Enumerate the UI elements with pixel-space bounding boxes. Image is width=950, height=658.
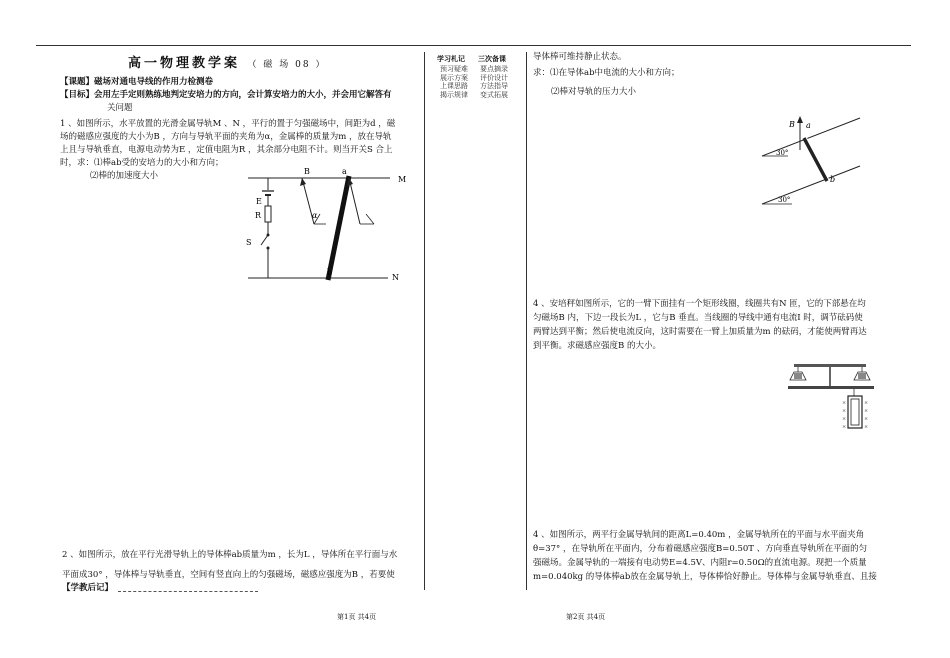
q1-line-2: 场的磁感应强度的大小为B ，方向与导轨平面的夹角为α，金属棒的质量为m ，放在导轨 bbox=[60, 132, 392, 142]
fig2-angle-top: 30° bbox=[776, 149, 789, 157]
fig2-label-a: a bbox=[806, 121, 811, 130]
svg-text:×: × bbox=[864, 408, 869, 414]
fig1-label-E: E bbox=[256, 197, 262, 206]
q2-line-1: 2 、如图所示，放在平行光滑导轨上的导体棒ab质量为m ，长为L ，导体所在平行面与水 bbox=[62, 550, 398, 560]
q1-line-3: 上且与导轨垂直，电源电动势为E ，定值电阻为R ，其余部分电阻不计。则当开关S 合上 bbox=[60, 145, 393, 155]
goal-line-1: 【目标】会用左手定则熟练地判定安培力的方向，会计算安培力的大小，并会用它解答有 bbox=[60, 90, 392, 100]
metal-rod bbox=[328, 176, 349, 280]
sidebar-item: 变式拓展 bbox=[480, 90, 508, 99]
svg-text:×: × bbox=[864, 424, 869, 430]
sidebar-item: 要点摘录 bbox=[480, 65, 508, 73]
fig1-label-alpha: α bbox=[312, 211, 318, 220]
incline-rod bbox=[804, 138, 827, 181]
svg-text:×: × bbox=[864, 416, 869, 422]
fig2-label-b: b bbox=[830, 175, 836, 184]
sidebar-item: 上课思路 bbox=[440, 82, 468, 90]
fig1-label-N: N bbox=[392, 273, 399, 282]
sidebar-item: 评价设计 bbox=[480, 73, 508, 82]
q4-line-3: 强磁场。金属导轨的一端接有电动势E=4.5V、内阻r=0.50Ω的直流电源。现把一个质量 bbox=[533, 558, 867, 568]
fig1-label-a: a bbox=[342, 167, 347, 176]
postscript-label: 【学教后记】 bbox=[62, 583, 114, 593]
fig1-label-S: S bbox=[246, 238, 252, 247]
svg-text:×: × bbox=[864, 400, 869, 406]
sidebar-item: 展示方案 bbox=[440, 73, 468, 82]
title-subtitle: （ 磁 场 08 ） bbox=[247, 60, 327, 70]
top-rule bbox=[36, 45, 911, 46]
switch-icon bbox=[261, 235, 268, 245]
svg-text:×: × bbox=[842, 400, 847, 406]
figure-rails-circuit bbox=[240, 162, 420, 287]
topic-line: 【课题】磁场对通电导线的作用力检测卷 bbox=[60, 77, 214, 87]
q4-line-2: θ=37° ，在导轨所在平面内，分布着磁感应强度B=0.50T 、方向垂直导轨所在平面的匀 bbox=[533, 544, 868, 554]
balance-beam bbox=[794, 364, 866, 367]
svg-text:×: × bbox=[842, 416, 847, 422]
q3-line-1: 4 、安培秤如图所示，它的一臂下面挂有一个矩形线圈，线圈共有N 匝，它的下部悬在均 bbox=[533, 299, 866, 309]
q1-line-5: ⑵棒的加速度大小 bbox=[90, 171, 159, 181]
figure-inclined-rails bbox=[760, 114, 870, 206]
fig1-label-M: M bbox=[398, 175, 407, 184]
fig2-angle-bottom: 30° bbox=[778, 196, 791, 204]
q3-line-2: 匀磁场B 内，下边一段长为L ，它与B 垂直。当线圈的导线中通有电流I 时，调节砝码使 bbox=[533, 313, 863, 323]
sidebar-item: 预习疑难 bbox=[440, 65, 468, 73]
divider-left bbox=[424, 52, 425, 590]
page-title bbox=[128, 52, 326, 71]
q4-line-1: 4 、如图所示，两平行金属导轨间的距离L=0.40m ，金属导轨所在的平面与水平面夹角 bbox=[533, 530, 865, 540]
page-number-right: 第2页 共4页 bbox=[566, 613, 606, 621]
postscript-line bbox=[118, 591, 258, 592]
q2-ask-2: ⑵棒对导轨的压力大小 bbox=[551, 87, 637, 97]
resistor-icon bbox=[265, 206, 271, 222]
sidebar-item: 方法指导 bbox=[480, 82, 508, 90]
fig1-label-R: R bbox=[255, 211, 262, 220]
figure-ampere-balance bbox=[786, 360, 878, 440]
q3-line-3: 两臂达到平衡；然后使电流反向，这时需要在一臂上加质量为m 的砝码，才能使两臂再达 bbox=[533, 327, 867, 337]
sidebar-col2 bbox=[480, 65, 508, 99]
goal-line-2: 关问题 bbox=[107, 103, 133, 113]
sidebar-header-prep: 三次备课 bbox=[478, 54, 506, 63]
fig1-label-B: B bbox=[304, 167, 310, 176]
q1-line-1: 1 、如图所示，水平放置的光滑金属导轨M 、N ，平行的置于匀强磁场中，间距为d ，磁 bbox=[60, 119, 396, 129]
q4-line-4: m=0.040kg 的导体棒ab放在金属导轨上，导体棒恰好静止。导体棒与金属导轨垂直、且接 bbox=[533, 572, 877, 582]
title-text: 高一物理教学案 bbox=[128, 56, 241, 71]
sidebar-item: 揭示规律 bbox=[440, 90, 468, 99]
coil-icon bbox=[848, 396, 862, 428]
incline-rail-bottom bbox=[762, 166, 860, 204]
field-arrow-icon bbox=[797, 116, 803, 123]
svg-text:×: × bbox=[842, 424, 847, 430]
q2-ask-1: 求：⑴在导体ab中电流的大小和方向； bbox=[533, 68, 680, 78]
page-number-left: 第1页 共4页 bbox=[337, 613, 377, 621]
sidebar-header-notes: 学习札记 bbox=[437, 54, 465, 63]
svg-text:×: × bbox=[842, 408, 847, 414]
q2-line-2: 平面成30° ，导体棒与导轨垂直，空间有竖直向上的匀强磁场，磁感应强度为B ，若要使 bbox=[62, 570, 395, 580]
sidebar-col1 bbox=[440, 65, 468, 99]
q1-line-4: 时，求：⑴棒ab受的安培力的大小和方向； bbox=[60, 158, 224, 168]
fig2-label-B: B bbox=[789, 120, 795, 129]
divider-right bbox=[526, 52, 527, 590]
q2-continued: 导体棒可维持静止状态。 bbox=[533, 52, 627, 62]
fig1-label-b: b bbox=[327, 268, 333, 277]
field-arrow-icon bbox=[300, 178, 306, 186]
q3-line-4: 到平衡。求磁感应强度B 的大小。 bbox=[533, 341, 661, 351]
